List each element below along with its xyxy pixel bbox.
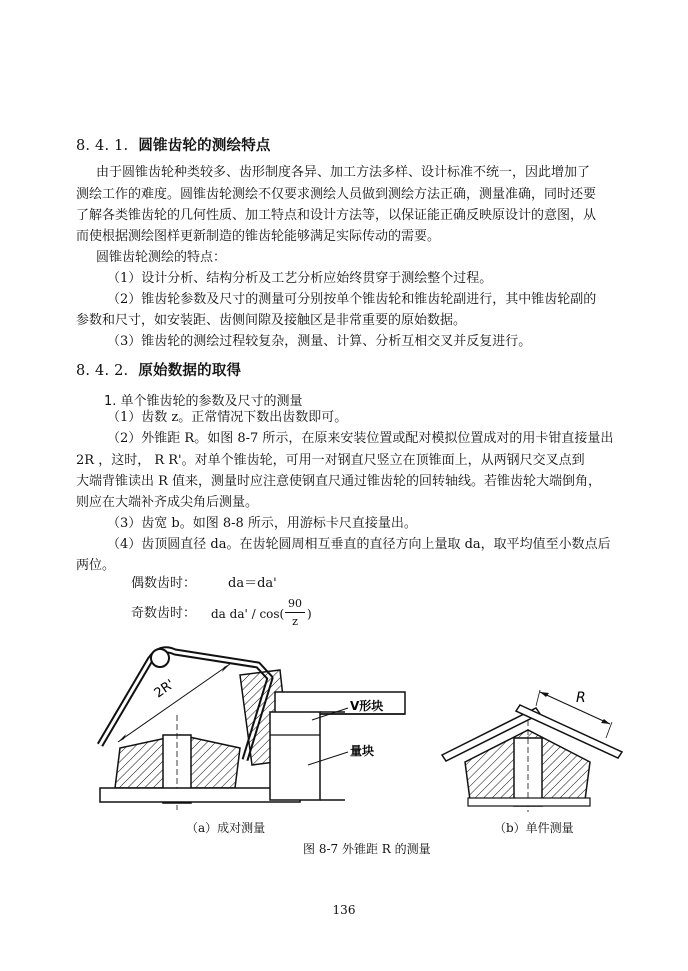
list-item: （4）齿顶圆直径 da。在齿轮圆周相互垂直的直径方向上量取 da，取平均值至小数点后 xyxy=(107,537,611,552)
figure-paired-measurement xyxy=(80,640,410,825)
paragraph-line: 测绘工作的难度。圆锥齿轮测绘不仅要求测绘人员做到测绘方法正确，测量准确，同时还要 xyxy=(76,187,597,202)
subheading: 1. 单个锥齿轮的参数及尺寸的测量 xyxy=(104,394,303,409)
formula-even-expr: da＝da' xyxy=(228,576,277,591)
list-item-continued: 大端背锥读出 R 值来，测量时应注意使钢直尺通过锥齿轮的回转轴线。若锥齿轮大端倒角， xyxy=(76,474,602,489)
label-gauge-block: 量块 xyxy=(350,744,375,758)
list-item: （1）设计分析、结构分析及工艺分析应始终贯穿于测绘整个过程。 xyxy=(107,271,493,286)
section-number: 8. 4. 2. xyxy=(76,363,129,379)
list-item: （2）锥齿轮参数及尺寸的测量可分别按单个锥齿轮和锥齿轮副进行，其中锥齿轮副的 xyxy=(107,292,597,307)
section-number: 8. 4. 1. xyxy=(76,138,129,154)
section-title: 圆锥齿轮的测绘特点 xyxy=(138,138,271,154)
figure-single-measurement xyxy=(440,680,630,815)
caption-b: （b）单件测量 xyxy=(494,821,574,835)
fraction-bar xyxy=(285,612,305,613)
paragraph-line: 圆锥齿轮测绘的特点： xyxy=(96,250,227,265)
fraction-numerator: 90 xyxy=(288,597,302,610)
list-item: （1）齿数 z。正常情况下数出齿数即可。 xyxy=(107,410,348,425)
section-heading-1 xyxy=(76,134,271,155)
figure-title: 图 8-7 外锥距 R 的测量 xyxy=(303,842,431,856)
caption-a: （a）成对测量 xyxy=(186,821,266,835)
list-item: （3）齿宽 b。如图 8-8 所示，用游标卡尺直接量出。 xyxy=(107,516,417,531)
formula-odd-expr: da da' / cos( xyxy=(211,607,285,621)
label-v-block: V形块 xyxy=(350,699,384,713)
list-item: （3）锥齿轮的测绘过程较复杂，测量、计算、分析互相交叉并反复进行。 xyxy=(107,334,532,349)
formula-odd-label: 奇数齿时： xyxy=(131,606,197,621)
section-title: 原始数据的取得 xyxy=(138,363,242,379)
fraction-denominator: z xyxy=(292,615,298,628)
list-item-continued: 两位。 xyxy=(76,558,116,573)
paragraph-line: 由于圆锥齿轮种类较多、齿形制度各异、加工方法多样、设计标准不统一，因此增加了 xyxy=(96,165,591,180)
formula-even-label: 偶数齿时： xyxy=(131,576,197,591)
list-item: （2）外锥距 R。如图 8-7 所示，在原来安装位置或配对模拟位置成对的用卡钳直接量出 xyxy=(107,431,614,446)
label-2r: 2R' xyxy=(151,677,178,702)
section-heading-2 xyxy=(76,359,241,380)
list-item-continued: 参数和尺寸，如安装距、齿侧间隙及接触区是非常重要的原始数据。 xyxy=(76,313,467,328)
formula-close: ) xyxy=(307,607,312,621)
list-item-continued: 2R ，这时， R R'。对单个锥齿轮，可用一对钢直尺竖立在顶锥面上，从两钢尺交叉点到 xyxy=(76,453,585,468)
paragraph-line: 而使根据测绘图样更新制造的锥齿轮能够满足实际传动的需要。 xyxy=(76,229,441,244)
paragraph-line: 了解各类锥齿轮的几何性质、加工特点和设计方法等，以保证能正确反映原设计的意图，从 xyxy=(76,208,597,223)
list-item-continued: 则应在大端补齐成尖角后测量。 xyxy=(76,495,259,510)
page-number: 136 xyxy=(332,903,356,917)
label-r: R xyxy=(576,690,586,706)
